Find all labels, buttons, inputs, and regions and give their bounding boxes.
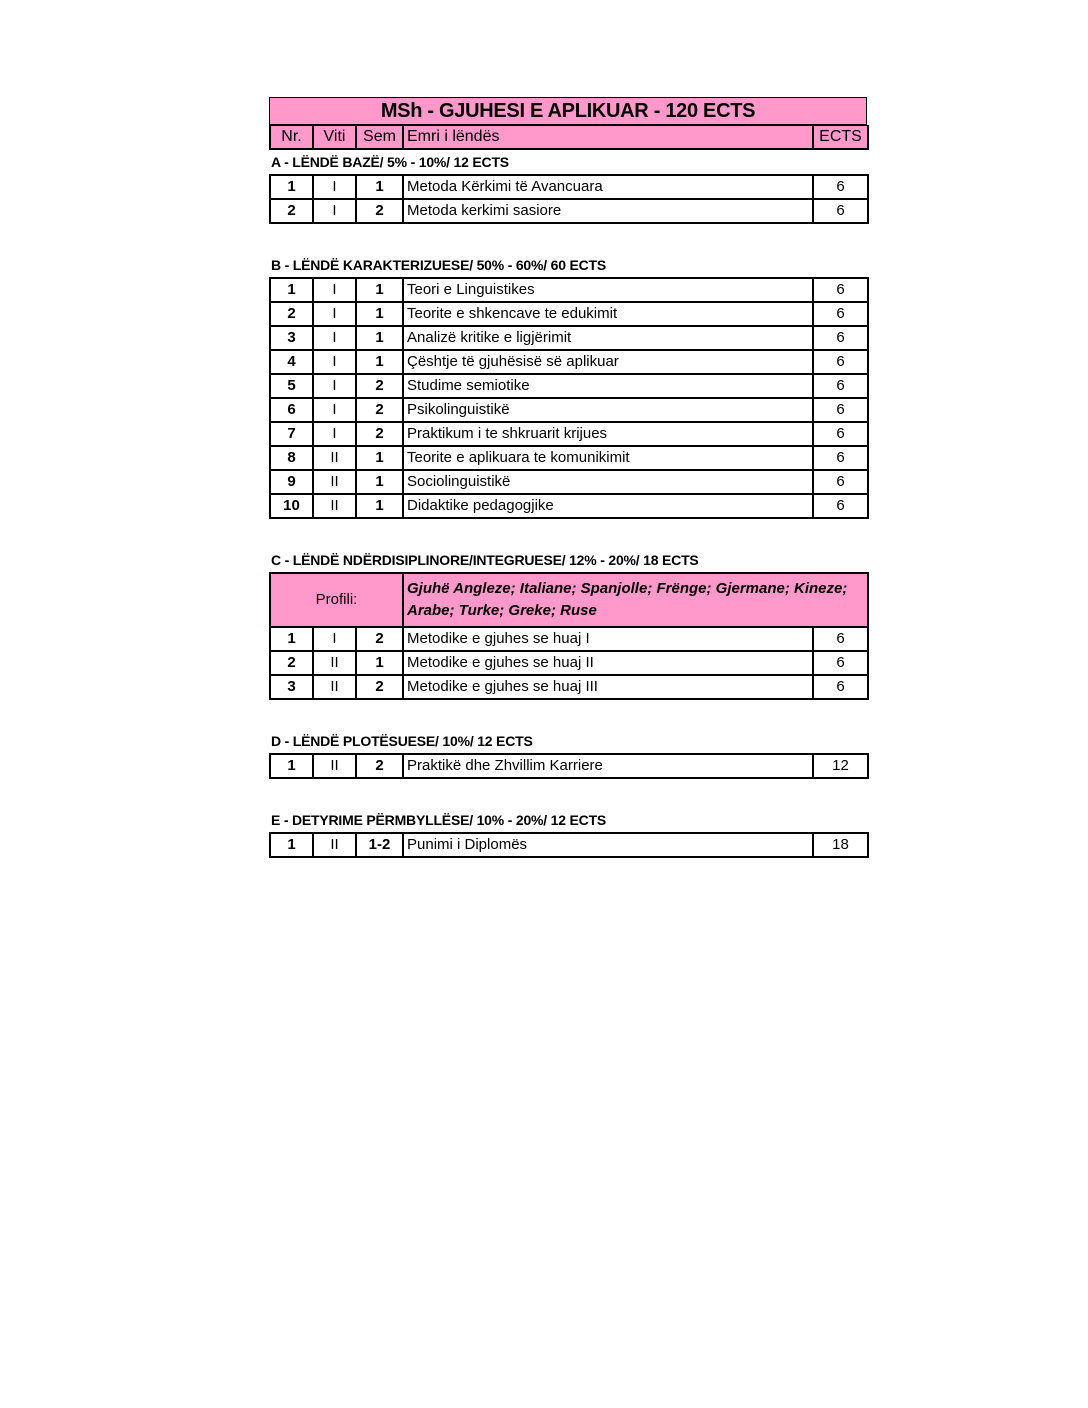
cell-viti: I	[313, 374, 356, 398]
table-row	[270, 302, 868, 326]
cell-name: Punimi i Diplomës	[403, 833, 813, 857]
cell-nr: 2	[270, 199, 313, 223]
cell-viti: II	[313, 833, 356, 857]
cell-name: Didaktike pedagogjike	[403, 494, 813, 518]
cell-ects: 12	[813, 754, 868, 778]
profile-value: Gjuhë Angleze; Italiane; Spanjolle; Frënge; Gjermane; Kineze; Arabe; Turke; Greke; Ruse	[403, 573, 868, 627]
cell-ects: 6	[813, 326, 868, 350]
table-row	[270, 651, 868, 675]
cell-nr: 5	[270, 374, 313, 398]
cell-sem: 2	[356, 675, 403, 699]
cell-viti: II	[313, 754, 356, 778]
cell-ects: 18	[813, 833, 868, 857]
cell-nr: 6	[270, 398, 313, 422]
cell-name: Metoda Kërkimi të Avancuara	[403, 175, 813, 199]
table-row	[270, 494, 868, 518]
table-row	[270, 754, 868, 778]
cell-nr: 1	[270, 833, 313, 857]
cell-viti: II	[313, 446, 356, 470]
cell-name: Metodike e gjuhes se huaj III	[403, 675, 813, 699]
cell-ects: 6	[813, 675, 868, 699]
cell-nr: 1	[270, 754, 313, 778]
cell-viti: I	[313, 278, 356, 302]
cell-sem: 1	[356, 175, 403, 199]
cell-name: Çështje të gjuhësisë së aplikuar	[403, 350, 813, 374]
cell-viti: I	[313, 350, 356, 374]
curriculum-document	[269, 97, 867, 858]
cell-nr: 1	[270, 278, 313, 302]
cell-name: Metodike e gjuhes se huaj I	[403, 627, 813, 651]
cell-ects: 6	[813, 350, 868, 374]
section-a-table	[269, 174, 869, 224]
cell-viti: I	[313, 326, 356, 350]
cell-sem: 1-2	[356, 833, 403, 857]
cell-nr: 1	[270, 627, 313, 651]
table-row	[270, 175, 868, 199]
cell-viti: I	[313, 199, 356, 223]
table-row	[270, 398, 868, 422]
table-row	[270, 446, 868, 470]
section-d-table	[269, 753, 869, 779]
section-c-table	[269, 572, 869, 700]
table-row	[270, 627, 868, 651]
cell-ects: 6	[813, 175, 868, 199]
cell-name: Studime semiotike	[403, 374, 813, 398]
cell-viti: II	[313, 470, 356, 494]
section-c-heading: C - LËNDË NDËRDISIPLINORE/INTEGRUESE/ 12% - 20%/ 18 ECTS	[271, 552, 699, 568]
cell-name: Teorite e shkencave te edukimit	[403, 302, 813, 326]
cell-ects: 6	[813, 470, 868, 494]
table-row	[270, 833, 868, 857]
header-sem: Sem	[356, 126, 403, 150]
cell-nr: 9	[270, 470, 313, 494]
table-row	[270, 374, 868, 398]
cell-sem: 1	[356, 470, 403, 494]
cell-name: Sociolinguistikë	[403, 470, 813, 494]
cell-nr: 3	[270, 326, 313, 350]
column-header-row	[270, 126, 868, 150]
cell-name: Praktikë dhe Zhvillim Karriere	[403, 754, 813, 778]
cell-ects: 6	[813, 422, 868, 446]
cell-name: Praktikum i te shkruarit krijues	[403, 422, 813, 446]
table-row	[270, 675, 868, 699]
cell-sem: 1	[356, 326, 403, 350]
cell-sem: 1	[356, 446, 403, 470]
cell-name: Metodike e gjuhes se huaj II	[403, 651, 813, 675]
table-row	[270, 326, 868, 350]
cell-viti: I	[313, 175, 356, 199]
cell-viti: I	[313, 398, 356, 422]
cell-viti: II	[313, 675, 356, 699]
cell-nr: 2	[270, 302, 313, 326]
header-row-table	[269, 125, 869, 150]
header-nr: Nr.	[270, 126, 313, 150]
cell-sem: 1	[356, 494, 403, 518]
cell-name: Metoda kerkimi sasiore	[403, 199, 813, 223]
cell-ects: 6	[813, 627, 868, 651]
table-row	[270, 470, 868, 494]
cell-name: Psikolinguistikë	[403, 398, 813, 422]
section-e-table	[269, 832, 869, 858]
cell-sem: 2	[356, 199, 403, 223]
cell-nr: 4	[270, 350, 313, 374]
section-d-heading: D - LËNDË PLOTËSUESE/ 10%/ 12 ECTS	[271, 733, 533, 749]
cell-sem: 1	[356, 350, 403, 374]
cell-nr: 1	[270, 175, 313, 199]
cell-name: Teori e Linguistikes	[403, 278, 813, 302]
document-title: MSh - GJUHESI E APLIKUAR - 120 ECTS	[269, 97, 867, 125]
cell-viti: II	[313, 651, 356, 675]
section-b-heading: B - LËNDË KARAKTERIZUESE/ 50% - 60%/ 60 ECTS	[271, 257, 607, 273]
cell-nr: 2	[270, 651, 313, 675]
cell-ects: 6	[813, 278, 868, 302]
cell-nr: 3	[270, 675, 313, 699]
section-e-heading: E - DETYRIME PËRMBYLLËSE/ 10% - 20%/ 12 ECTS	[271, 812, 607, 828]
cell-viti: I	[313, 422, 356, 446]
cell-sem: 1	[356, 278, 403, 302]
cell-ects: 6	[813, 199, 868, 223]
cell-nr: 10	[270, 494, 313, 518]
cell-nr: 8	[270, 446, 313, 470]
cell-ects: 6	[813, 374, 868, 398]
cell-ects: 6	[813, 494, 868, 518]
cell-sem: 2	[356, 374, 403, 398]
section-b-table	[269, 277, 869, 519]
cell-sem: 2	[356, 422, 403, 446]
section-a-heading: A - LËNDË BAZË/ 5% - 10%/ 12 ECTS	[271, 154, 509, 170]
header-ects: ECTS	[813, 126, 868, 150]
profile-row	[270, 573, 868, 627]
cell-sem: 1	[356, 651, 403, 675]
cell-name: Teorite e aplikuara te komunikimit	[403, 446, 813, 470]
cell-viti: II	[313, 494, 356, 518]
cell-ects: 6	[813, 398, 868, 422]
cell-viti: I	[313, 302, 356, 326]
cell-ects: 6	[813, 302, 868, 326]
table-row	[270, 199, 868, 223]
cell-ects: 6	[813, 446, 868, 470]
cell-sem: 2	[356, 754, 403, 778]
cell-sem: 2	[356, 398, 403, 422]
cell-ects: 6	[813, 651, 868, 675]
cell-name: Analizë kritike e ligjërimit	[403, 326, 813, 350]
cell-nr: 7	[270, 422, 313, 446]
header-viti: Viti	[313, 126, 356, 150]
table-row	[270, 422, 868, 446]
table-row	[270, 278, 868, 302]
table-row	[270, 350, 868, 374]
cell-sem: 2	[356, 627, 403, 651]
cell-sem: 1	[356, 302, 403, 326]
cell-viti: I	[313, 627, 356, 651]
profile-label: Profili:	[270, 573, 403, 627]
header-name: Emri i lëndës	[403, 126, 813, 150]
